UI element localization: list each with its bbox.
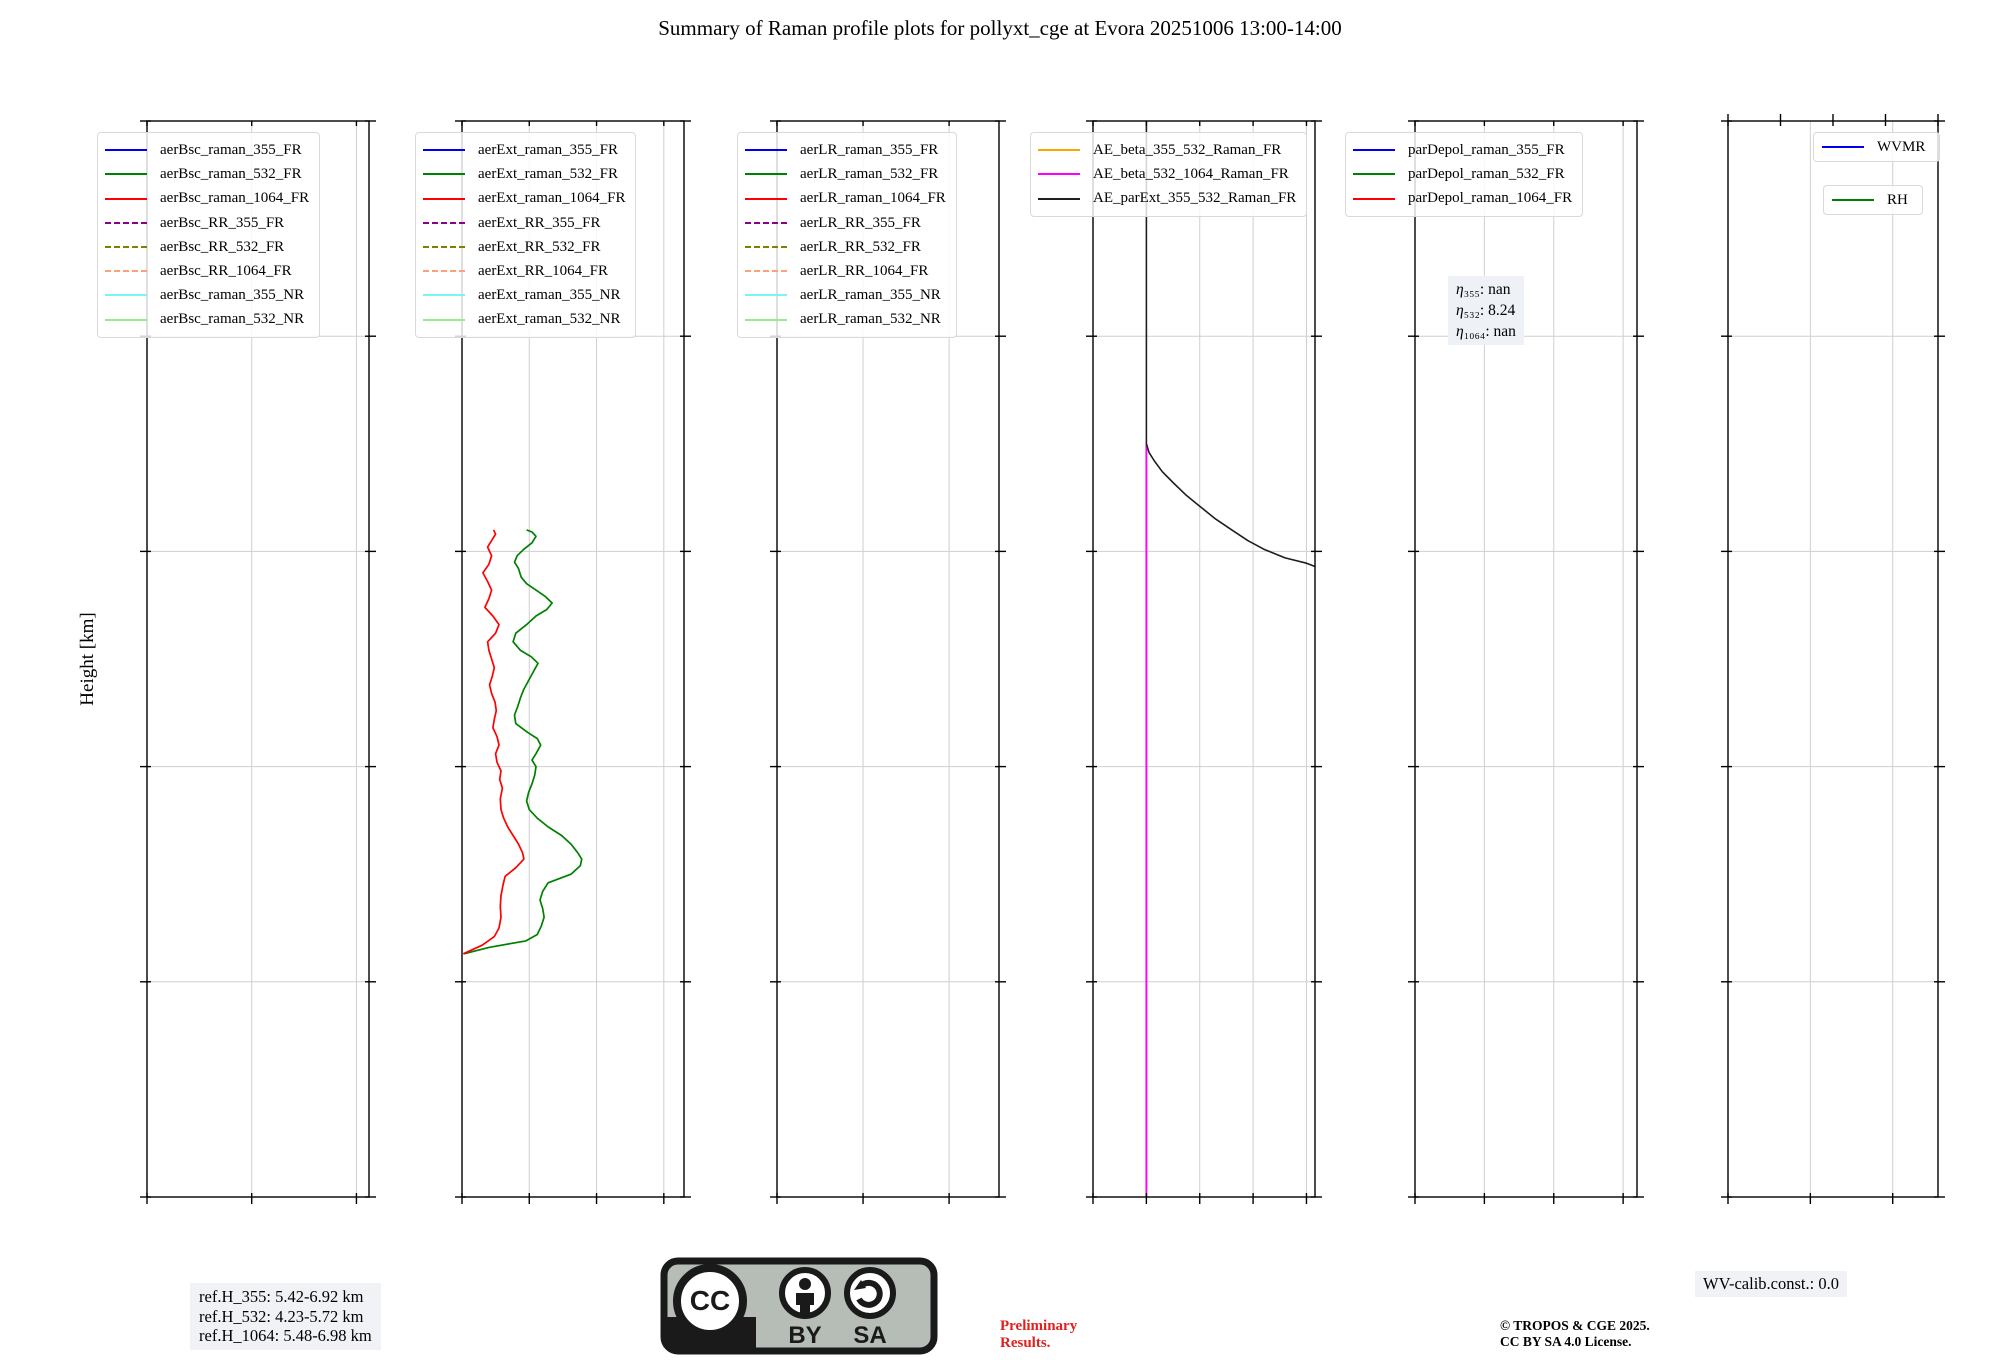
panel-legend [1345, 132, 1583, 217]
legend-line-sample [1038, 198, 1080, 200]
legend-label: aerBsc_RR_355_FR [160, 214, 285, 231]
legend-line-sample [423, 294, 465, 296]
eta-355-value: η₃₅₅: nan [1456, 281, 1511, 298]
legend-label: AE_beta_355_532_Raman_FR [1093, 142, 1282, 158]
legend-row [745, 283, 946, 307]
copyright-line-2: CC BY SA 4.0 License. [1500, 1333, 1632, 1349]
legend-row [745, 211, 946, 235]
legend-label: parDepol_raman_355_FR [1408, 142, 1565, 158]
wvmr-legend [1813, 132, 1940, 162]
legend-label: AE_parExt_355_532_Raman_FR [1093, 190, 1297, 207]
legend-line-sample [423, 198, 465, 200]
wv-calib-const: WV-calib.const.: 0.0 [1695, 1271, 1847, 1297]
panel-legend [737, 132, 957, 338]
legend-line-sample [105, 319, 147, 321]
legend-row [745, 186, 946, 210]
legend-label: aerBsc_raman_532_NR [160, 311, 305, 328]
legend-line-sample [745, 270, 787, 272]
legend-label: parDepol_raman_532_FR [1408, 166, 1565, 183]
legend-row [423, 235, 625, 259]
rh-legend [1823, 185, 1923, 215]
legend-label: RH [1887, 192, 1908, 208]
legend-label: aerBsc_RR_532_FR [160, 238, 285, 255]
legend-label: AE_beta_532_1064_Raman_FR [1093, 166, 1289, 183]
legend-label: aerBsc_RR_1064_FR [160, 263, 292, 280]
y-axis-label: Height [km] [77, 612, 98, 706]
legend-line-sample [105, 270, 147, 272]
legend-line-sample [745, 222, 787, 224]
svg-text:CC: CC [689, 1285, 731, 1316]
legend-line-sample [1822, 146, 1864, 148]
panel-frame [1093, 121, 1315, 1197]
legend-line-sample [105, 149, 147, 151]
legend-line-sample [745, 294, 787, 296]
legend-line-sample [423, 319, 465, 321]
legend-label: aerBsc_raman_532_FR [160, 166, 302, 183]
legend-label: aerExt_raman_1064_FR [478, 190, 626, 207]
legend-label: aerExt_RR_355_FR [478, 214, 601, 231]
series-aerExt_raman_1064_FR [463, 530, 524, 954]
legend-label: aerExt_raman_355_FR [478, 142, 618, 158]
legend-line-sample [105, 222, 147, 224]
legend-row [105, 186, 309, 210]
legend-line-sample [1832, 199, 1874, 201]
series-aerExt_raman_532_FR [464, 530, 582, 954]
legend-label: aerLR_RR_355_FR [800, 214, 921, 231]
by-text: BY [788, 1322, 822, 1349]
legend-row [423, 138, 625, 162]
legend-label: aerExt_raman_355_NR [478, 287, 621, 304]
legend-row [1038, 186, 1296, 210]
cc-by-sa-badge [660, 1257, 938, 1355]
legend-line-sample [423, 149, 465, 151]
legend-label: aerBsc_raman_355_NR [160, 287, 305, 304]
ref-h-1064: ref.H_1064: 5.48-6.98 km [199, 1326, 372, 1345]
legend-row [423, 259, 625, 283]
legend-label: aerLR_raman_532_FR [800, 166, 939, 183]
legend-row [105, 211, 309, 235]
legend-label: aerLR_raman_355_NR [800, 287, 941, 304]
legend-line-sample [105, 294, 147, 296]
sa-text: SA [853, 1322, 887, 1349]
legend-line-sample [423, 173, 465, 175]
legend-row [423, 162, 625, 186]
legend-row [423, 307, 625, 331]
legend-line-sample [1038, 173, 1080, 175]
legend-label: aerBsc_raman_355_FR [160, 142, 302, 158]
sa-arrow-icon [847, 1270, 893, 1316]
legend-label: aerLR_RR_532_FR [800, 238, 921, 255]
legend-row [105, 307, 309, 331]
legend-line-sample [745, 173, 787, 175]
legend-row [745, 162, 946, 186]
legend-row [1822, 135, 1925, 159]
ref-h-355: ref.H_355: 5.42-6.92 km [199, 1287, 364, 1306]
copyright-note [1500, 1318, 1650, 1349]
legend-line-sample [105, 173, 147, 175]
legend-label: aerExt_RR_532_FR [478, 238, 601, 255]
legend-label: aerBsc_raman_1064_FR [160, 190, 310, 207]
legend-label: aerExt_raman_532_NR [478, 311, 621, 328]
legend-line-sample [745, 149, 787, 151]
legend-label: aerExt_raman_532_FR [478, 166, 618, 183]
preliminary-results-note [1000, 1318, 1077, 1351]
eta-532-value: η₅₃₂: 8.24 [1456, 302, 1516, 319]
legend-line-sample [105, 198, 147, 200]
legend-row [423, 211, 625, 235]
legend-row [1353, 186, 1572, 210]
legend-line-sample [745, 246, 787, 248]
legend-row [745, 307, 946, 331]
legend-label: aerLR_raman_532_NR [800, 311, 941, 328]
legend-row [105, 283, 309, 307]
legend-line-sample [745, 319, 787, 321]
panel-legend [1030, 132, 1307, 217]
legend-line-sample [105, 246, 147, 248]
legend-line-sample [1353, 198, 1395, 200]
ref-h-532: ref.H_532: 4.23-5.72 km [199, 1306, 364, 1326]
legend-row [1038, 138, 1296, 162]
legend-line-sample [423, 222, 465, 224]
legend-line-sample [423, 246, 465, 248]
legend-row [1038, 162, 1296, 186]
legend-row [745, 259, 946, 283]
legend-row [105, 162, 309, 186]
legend-label: WVMR [1877, 139, 1926, 155]
legend-row [1832, 188, 1908, 212]
legend-label: aerLR_raman_355_FR [800, 142, 939, 158]
page-title: Summary of Raman profile plots for pollyxt_cge at Evora 20251006 13:00-14:00 [658, 16, 1342, 40]
legend-line-sample [1353, 149, 1395, 151]
legend-label: aerLR_RR_1064_FR [800, 263, 929, 280]
legend-row [1353, 162, 1572, 186]
eta-annotation-box [1448, 276, 1524, 345]
preliminary-line-1: Preliminary [1000, 1318, 1078, 1334]
preliminary-line-2: Results. [1000, 1334, 1051, 1351]
legend-row [105, 259, 309, 283]
legend-row [423, 283, 625, 307]
legend-row [745, 235, 946, 259]
panel-legend [97, 132, 320, 338]
legend-label: aerExt_RR_1064_FR [478, 263, 608, 280]
legend-row [1353, 138, 1572, 162]
legend-row [105, 235, 309, 259]
legend-line-sample [423, 270, 465, 272]
legend-label: aerLR_raman_1064_FR [800, 190, 946, 207]
panel-frame [1728, 121, 1938, 1197]
reference-height-box [190, 1283, 381, 1350]
panel-legend [415, 132, 636, 338]
legend-line-sample [1353, 173, 1395, 175]
legend-line-sample [745, 198, 787, 200]
legend-line-sample [1038, 149, 1080, 151]
legend-row [423, 186, 625, 210]
by-person-icon [782, 1270, 828, 1316]
cc-icon [677, 1268, 743, 1334]
legend-row [105, 138, 309, 162]
legend-row [745, 138, 946, 162]
eta-1064-value: η₁₀₆₄: nan [1456, 323, 1516, 340]
copyright-line-1: © TROPOS & CGE 2025. [1500, 1318, 1650, 1333]
legend-label: parDepol_raman_1064_FR [1408, 190, 1573, 207]
